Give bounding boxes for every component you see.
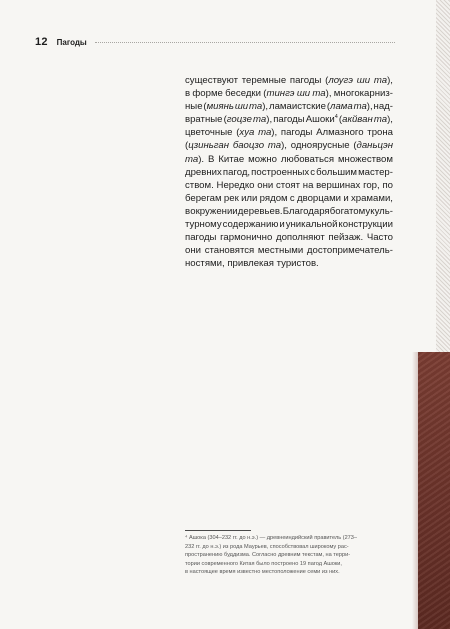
body-line [185, 139, 393, 152]
text-run: Благодаря [282, 205, 330, 217]
text-run: в [185, 205, 191, 217]
text-run: конструкции [338, 219, 393, 231]
text-run: рядом [259, 192, 288, 204]
text-run: ством. [185, 179, 214, 191]
text-run: большим [316, 166, 357, 178]
text-run: мастер- [358, 166, 393, 178]
text-run: ламаистские [268, 101, 326, 113]
body-line [185, 179, 393, 192]
text-run: пагоды [289, 75, 322, 86]
text-run: пагоды [185, 232, 217, 244]
footnote-line: ⁴ Ашока (304–232 гг. до н.э.) — древнеиндийский правитель (273– [185, 535, 358, 541]
italic-term: хуа [239, 127, 255, 139]
text-run: берегам [185, 192, 222, 204]
text-run: вершинах [316, 179, 361, 191]
text-run: Алмазного [316, 127, 364, 139]
text-run: ( [326, 101, 331, 113]
text-run: пагоды [273, 114, 305, 126]
text-run: турному [185, 219, 222, 231]
text-run: рек [223, 192, 239, 204]
text-run: ), [271, 127, 278, 139]
text-run: дополняют [276, 232, 325, 244]
text-run: ( [203, 101, 207, 113]
text-run: на [302, 179, 314, 191]
text-run: привлекая [227, 258, 274, 270]
text-run: достопримечатель- [306, 245, 393, 257]
italic-term: ши [296, 88, 311, 100]
text-run: построенных [251, 166, 310, 178]
text-run: теремные [241, 75, 287, 86]
text-run: пагод, [222, 166, 251, 178]
italic-term: тингэ [266, 88, 295, 100]
text-run: существуют [185, 75, 238, 86]
footnote-line: в настоящее время известно местоположение семи из них. [185, 569, 340, 576]
text-run: Часто [366, 232, 393, 244]
text-run: в [185, 88, 191, 100]
body-line [185, 113, 393, 126]
text-run: ( [263, 88, 267, 100]
italic-term: ши [234, 101, 249, 113]
text-run: одноярусные [290, 140, 350, 152]
text-run: дворцами [296, 192, 342, 204]
italic-term: та [353, 101, 367, 113]
text-run: и [279, 219, 285, 231]
text-run: по [382, 179, 393, 191]
body-paragraph [185, 74, 393, 270]
italic-term: баоцзо [232, 140, 265, 152]
decorative-edge-band [418, 352, 450, 629]
text-run: вратные [185, 114, 223, 126]
text-run: цветочные [185, 127, 233, 139]
italic-term: ши [356, 75, 371, 86]
body-line [185, 192, 393, 205]
footnote-separator [185, 530, 251, 531]
footnote-line: тории современного Китая было построено 19 пагод Ашоки, [185, 560, 342, 567]
body-line [185, 257, 393, 270]
text-run: древних [185, 166, 222, 178]
text-run: Китае [218, 153, 245, 165]
text-run: гармонично [220, 232, 273, 244]
text-run: уникальной [285, 219, 338, 231]
italic-term: акйван [342, 114, 373, 126]
text-run: Ашоки [305, 114, 335, 126]
body-line [185, 100, 393, 113]
text-run: с [289, 192, 295, 204]
text-run: форме [192, 88, 223, 100]
text-run: любоваться [280, 153, 335, 165]
text-run: ), [366, 101, 373, 113]
italic-term: лоугэ [328, 75, 354, 86]
text-run: множеством [337, 153, 393, 165]
footnote-line: 232 гг. до н.э.) из рода Маурьев, способствовал широкому рас- [185, 543, 349, 550]
running-header [35, 36, 395, 48]
text-run: ( [325, 75, 329, 86]
body-line [185, 205, 393, 218]
italic-term: гоцзе [226, 114, 252, 126]
text-run: многокарниз- [333, 88, 393, 100]
text-run: пагоды [280, 127, 313, 139]
footnote-line: пространению буддизма. Согласно древним текстам, на терри- [185, 552, 351, 559]
text-run: содержанию [222, 219, 279, 231]
text-run: ( [353, 140, 357, 152]
footnote [185, 534, 393, 577]
text-run: местными [257, 245, 304, 257]
body-line [185, 153, 393, 166]
text-run: Нередко [216, 179, 255, 191]
italic-term: та [249, 101, 263, 113]
text-run: куль- [370, 205, 393, 217]
text-run: В [208, 153, 215, 165]
italic-term: лама [330, 101, 353, 113]
body-line [185, 231, 393, 244]
italic-term: та [185, 153, 199, 165]
text-run: гор, [363, 179, 380, 191]
italic-term: та [373, 75, 388, 86]
text-run: ( [185, 140, 189, 152]
text-run: ( [236, 127, 240, 139]
text-run: над- [373, 101, 393, 113]
text-run: ). [198, 153, 205, 165]
text-run: окружении [190, 205, 238, 217]
italic-term: миянь [206, 101, 234, 113]
header-dotted-rule [95, 42, 395, 43]
text-run: ), [387, 114, 393, 126]
text-run: они [185, 245, 201, 257]
text-run: ), [387, 75, 393, 86]
text-run: богатому [329, 205, 371, 217]
text-run: пейзаж. [328, 232, 364, 244]
italic-term: цзиньган [188, 140, 230, 152]
body-line [185, 87, 393, 100]
text-run: ), [281, 140, 287, 152]
text-run: или [241, 192, 258, 204]
text-run: ( [223, 114, 227, 126]
text-run: они [257, 179, 274, 191]
chapter-title: Пагоды [56, 38, 87, 47]
italic-term: та [312, 88, 326, 100]
body-line [185, 244, 393, 257]
text-run: ), [325, 88, 332, 100]
text-run: деревьев. [237, 205, 283, 217]
text-run: стоят [276, 179, 301, 191]
text-run: ), [266, 114, 273, 126]
text-run: становятся [204, 245, 255, 257]
body-line [185, 218, 393, 231]
text-run: ( [338, 114, 343, 126]
page-number: 12 [35, 36, 48, 48]
body-line [185, 126, 393, 139]
text-run: трона [367, 127, 393, 139]
footnote-marker: 4 [334, 114, 338, 121]
text-run: с [310, 166, 316, 178]
text-run: и [343, 192, 349, 204]
text-run: ные [185, 101, 203, 113]
text-run: ), [262, 101, 269, 113]
body-line [185, 166, 393, 179]
text-run: храмами, [350, 192, 393, 204]
italic-term: даньцэн [356, 140, 393, 152]
italic-term: та [373, 114, 388, 126]
text-run: можно [248, 153, 278, 165]
text-run: туристов. [276, 258, 319, 270]
italic-term: та [267, 140, 282, 152]
body-line [185, 74, 393, 87]
text-run: беседки [225, 88, 261, 100]
italic-term: та [253, 114, 267, 126]
text-run: ностями, [185, 258, 225, 270]
italic-term: та [258, 127, 272, 139]
